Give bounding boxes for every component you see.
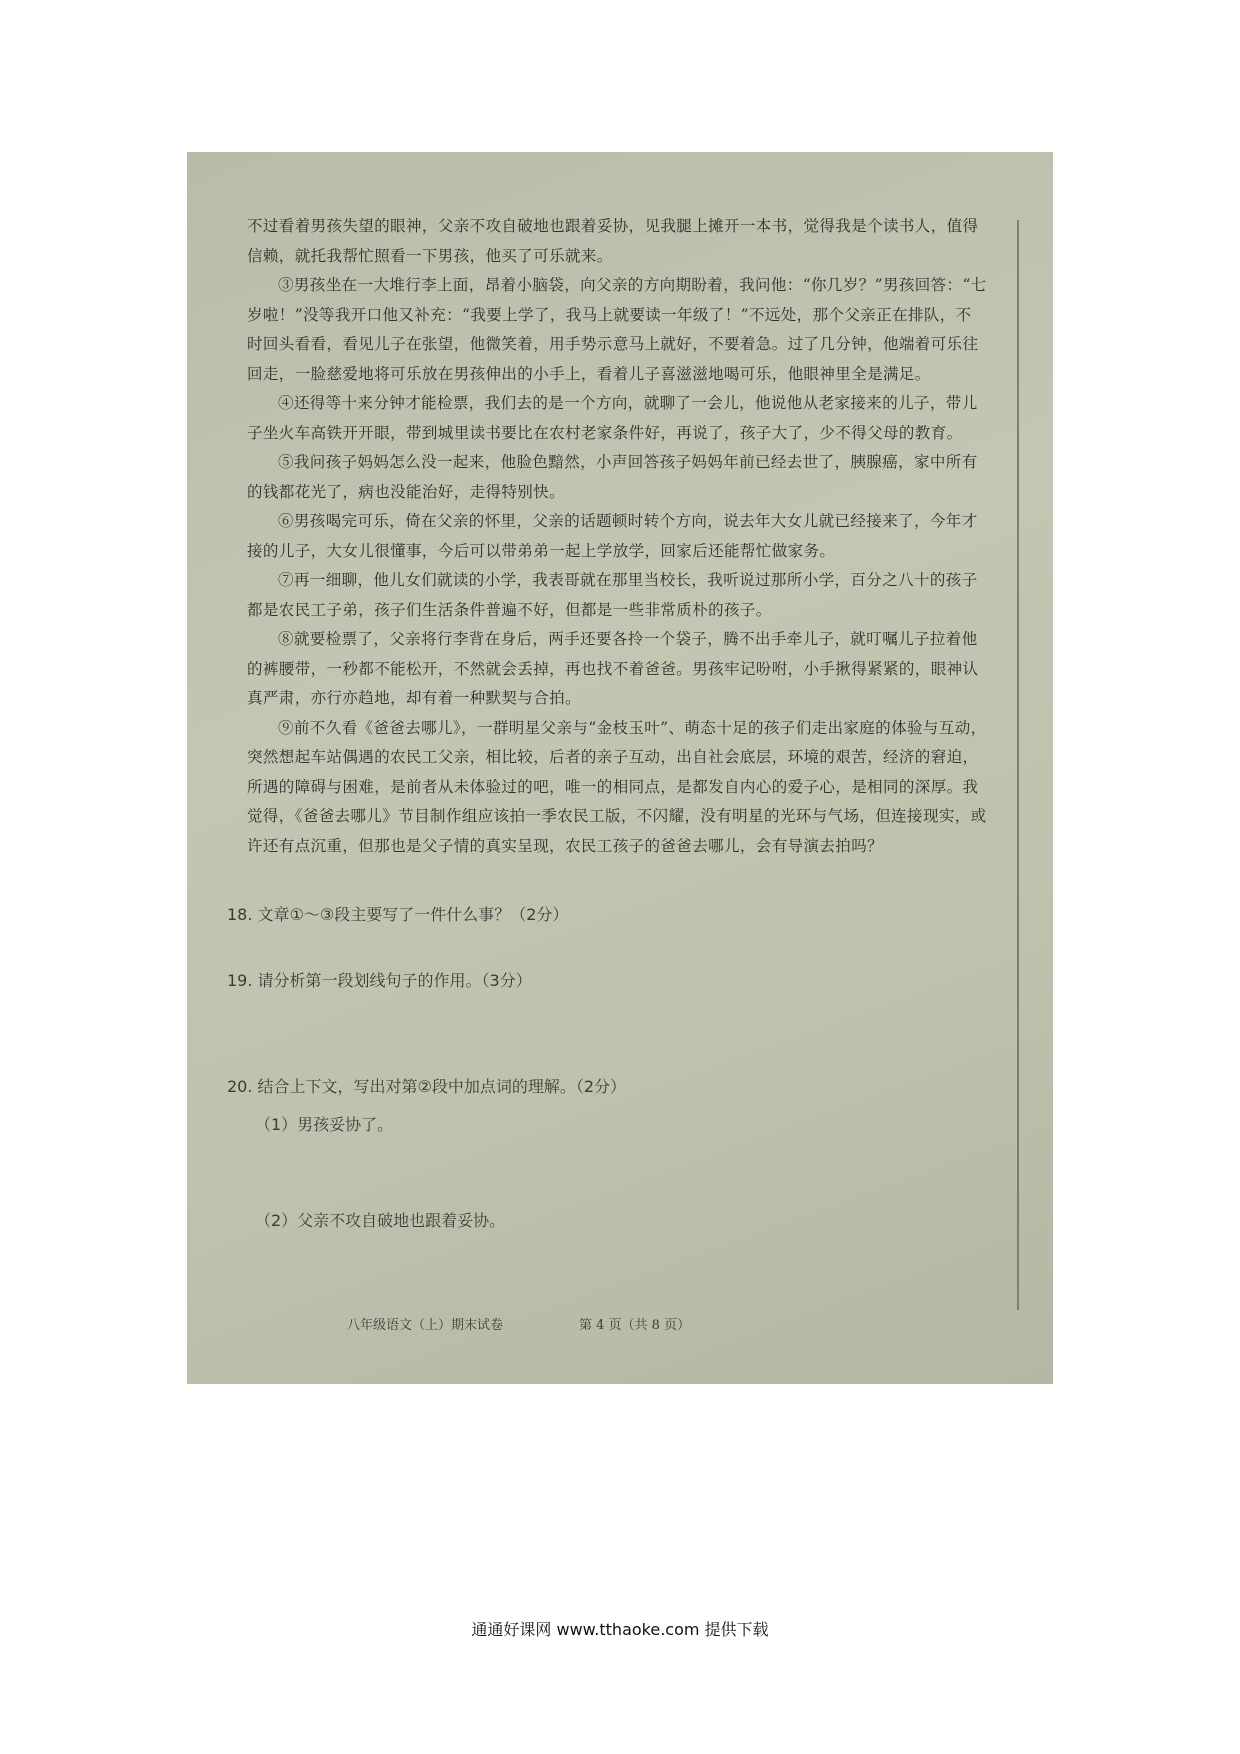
paragraph: ⑧就要检票了，父亲将行李背在身后，两手还要各拎一个袋子，腾不出手牵儿子，就叮嘱儿子拉着他的裤腰带，一秒都不能松开，不然就会丢掉，再也找不着爸爸。男孩牢记吩咐，小手揪得紧紧的，眼神认真严肃，亦行亦趋地，却有着一种默契与合拍。 bbox=[247, 630, 979, 707]
question-20-part-2: （2）父亲不攻自破地也跟着妥协。 bbox=[255, 1211, 506, 1230]
question-20: 20. 结合上下文，写出对第②段中加点词的理解。（2分） bbox=[227, 1077, 627, 1096]
paragraph: ③男孩坐在一大堆行李上面，昂着小脑袋，向父亲的方向期盼着，我问他：“你几岁？”男孩回答：“七岁啦！”没等我开口他又补充：“我要上学了，我马上就要读一年级了！”不远处，那个父亲正在排队，不时回头看看，看见儿子在张望，他微笑着，用手势示意马上就好，不要着急。过了几分钟，他端着可乐往回走，一脸慈爱地将可乐放在男孩伸出的小手上，看着儿子喜滋滋地喝可乐，他眼神里全是满足。 bbox=[247, 276, 987, 383]
paragraph: ⑤我问孩子妈妈怎么没一起来，他脸色黯然，小声回答孩子妈妈年前已经去世了，胰腺癌，家中所有的钱都花光了，病也没能治好，走得特别快。 bbox=[247, 453, 978, 501]
site-footer: 通通好课网 www.tthaoke.com 提供下载 bbox=[471, 1620, 769, 1639]
page-border-line bbox=[1017, 220, 1019, 1310]
paragraph: ⑨前不久看《爸爸去哪儿》，一群明星父亲与“金枝玉叶”、萌态十足的孩子们走出家庭的体验与互动，突然想起车站偶遇的农民工父亲，相比较，后者的亲子互动，出自社会底层，环境的艰苦，经济的窘迫，所遇的障碍与困难，是前者从未体验过的吧，唯一的相同点，是都发自内心的爱子心，是相同的深厚。我觉得，《爸爸去哪儿》节目制作组应该拍一季农民工版，不闪耀，没有明星的光环与气场，但连接现实，或许还有点沉重，但那也是父子情的真实呈现，农民工孩子的爸爸去哪儿，会有导演去拍吗？ bbox=[247, 718, 987, 855]
exam-title: 八年级语文（上）期末试卷 bbox=[347, 1318, 504, 1333]
paragraph: ⑦再一细聊，他儿女们就读的小学，我表哥就在那里当校长，我听说过那所小学，百分之八十的孩子都是农民工子弟，孩子们生活条件普遍不好，但都是一些非常质朴的孩子。 bbox=[247, 571, 978, 619]
reading-passage bbox=[247, 212, 987, 861]
question-19: 19. 请分析第一段划线句子的作用。（3分） bbox=[227, 971, 532, 990]
question-18: 18. 文章①～③段主要写了一件什么事？（2分） bbox=[227, 905, 569, 924]
question-20-part-1: （1）男孩妥协了。 bbox=[255, 1115, 394, 1134]
scanned-page-photo bbox=[187, 152, 1053, 1384]
page-number: 第 4 页（共 8 页） bbox=[579, 1318, 691, 1333]
paragraph: ④还得等十来分钟才能检票，我们去的是一个方向，就聊了一会儿，他说他从老家接来的儿子，带儿子坐火车高铁开开眼，带到城里读书要比在农村老家条件好，再说了，孩子大了，少不得父母的教育。 bbox=[247, 394, 978, 442]
paragraph: 不过看着男孩失望的眼神，父亲不攻自破地也跟着妥协，见我腿上摊开一本书，觉得我是个读书人，值得信赖，就托我帮忙照看一下男孩，他买了可乐就来。 bbox=[247, 217, 979, 265]
paragraph: ⑥男孩喝完可乐，倚在父亲的怀里，父亲的话题顿时转个方向，说去年大女儿就已经接来了，今年才接的儿子，大女儿很懂事，今后可以带弟弟一起上学放学，回家后还能帮忙做家务。 bbox=[247, 512, 978, 560]
